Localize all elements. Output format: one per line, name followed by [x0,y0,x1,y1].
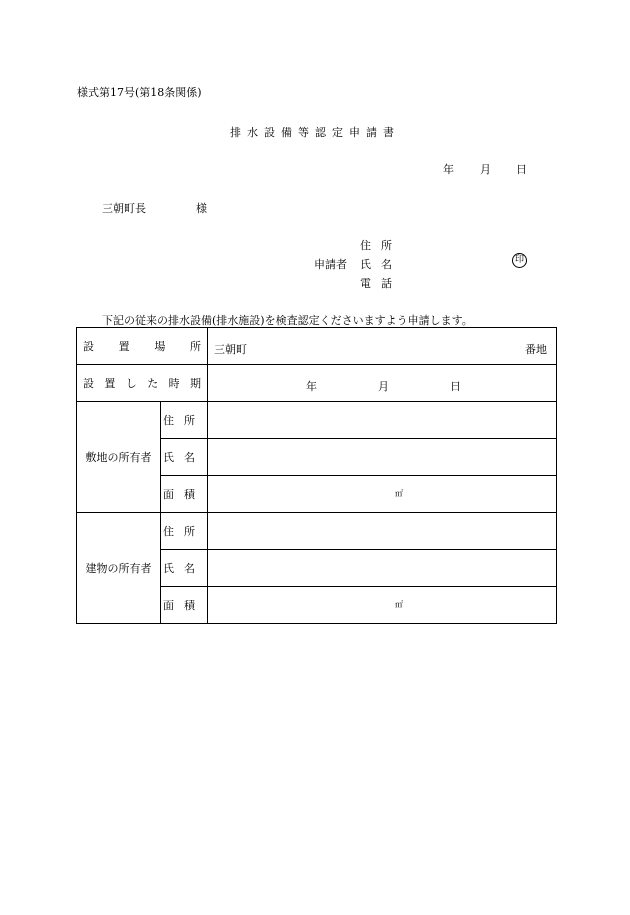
install-year-label: 年 [306,380,317,393]
building-area-unit: ㎡ [395,600,403,609]
location-row [77,328,557,365]
install-time-label: 設置した時期 [77,365,208,402]
location-label: 設置場所 [77,328,208,365]
date-month-label: 月 [480,163,491,176]
install-time-field[interactable] [208,365,557,402]
land-address-field[interactable] [208,402,557,439]
building-area-field[interactable] [208,587,557,624]
location-town: 三朝町 [214,343,247,356]
land-address-row [77,402,557,439]
location-field[interactable] [208,328,557,365]
addressee-honorific: 様 [196,202,207,215]
building-address-row [77,513,557,550]
building-area-label: 面積 [161,587,208,624]
applicant-name-label: 氏名 [360,258,402,271]
date-day-label: 日 [516,163,527,176]
land-area-label: 面積 [161,476,208,513]
building-owner-label: 建物の所有者 [77,513,161,624]
install-month-label: 月 [378,380,389,393]
form-number: 様式第17号(第18条関係) [77,86,202,99]
building-name-label: 氏名 [161,550,208,587]
form-title: 排水設備等認定申請書 [230,126,400,139]
land-area-field[interactable] [208,476,557,513]
building-name-field[interactable] [208,550,557,587]
land-owner-label: 敷地の所有者 [77,402,161,513]
location-banchi: 番地 [525,343,547,356]
install-day-label: 日 [450,380,461,393]
land-name-label: 氏名 [161,439,208,476]
land-address-label: 住所 [161,402,208,439]
land-name-field[interactable] [208,439,557,476]
applicant-phone-label: 電話 [360,277,402,290]
seal-mark: 印 [512,253,527,268]
intro-text: 下記の従来の排水設備(排水施設)を検査認定くださいますよう申請します。 [102,314,473,327]
applicant-address-label: 住所 [360,239,402,252]
addressee-name: 三朝町長 [102,202,146,215]
building-address-field[interactable] [208,513,557,550]
land-area-unit: ㎡ [395,489,403,498]
install-time-row [77,365,557,402]
building-address-label: 住所 [161,513,208,550]
date-year-label: 年 [443,163,454,176]
applicant-label: 申請者 [314,258,347,271]
application-table [76,327,557,624]
